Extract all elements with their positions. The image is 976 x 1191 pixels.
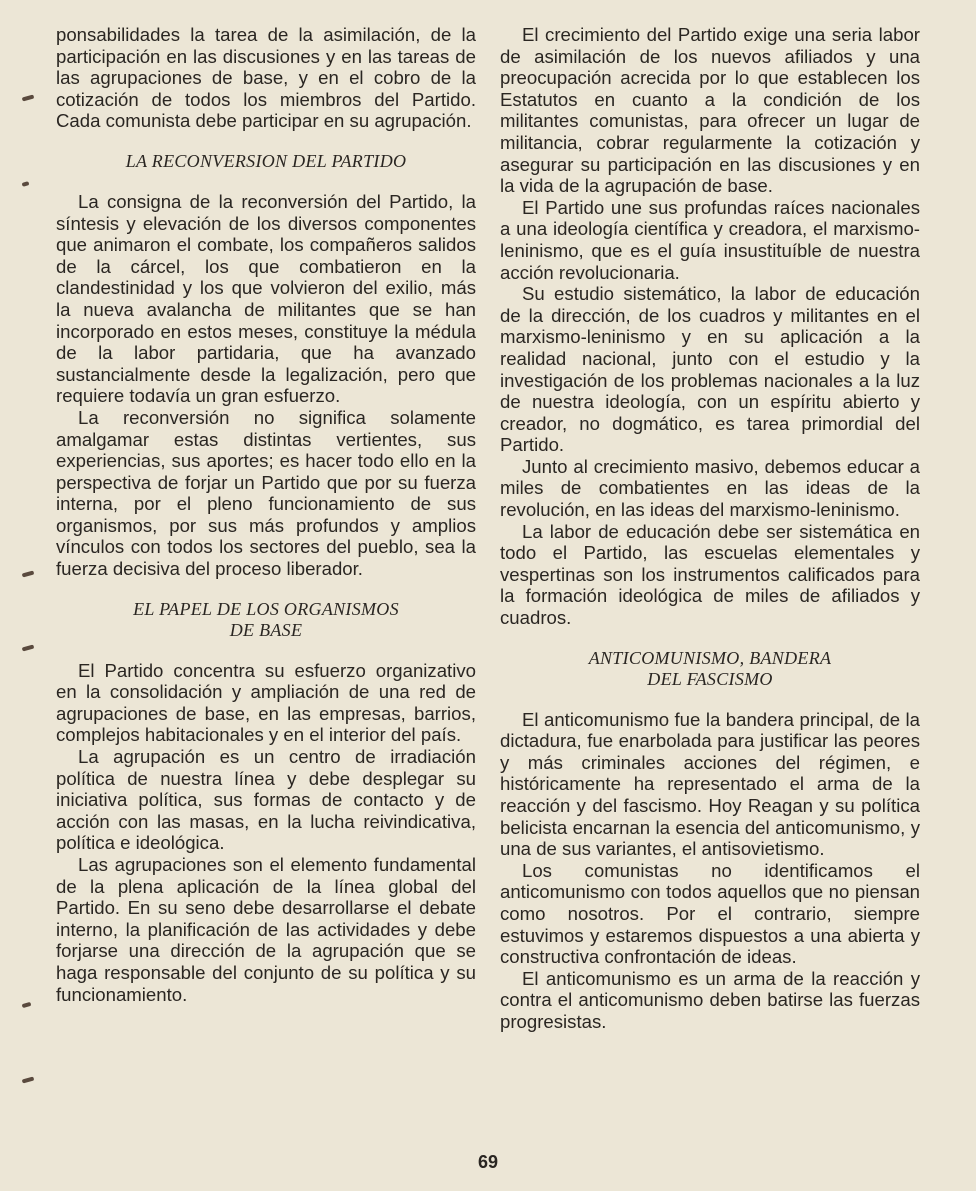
right-column: [500, 24, 920, 1033]
margin-mark: [22, 571, 35, 578]
margin-mark: [22, 1077, 35, 1084]
paragraph: La labor de educación debe ser sistemática en todo el Partido, las escuelas elementales y vespertinas son los instrumentos calificados para la formación ideológica de miles de afiliados y cuadros.: [500, 520, 920, 629]
left-column: [56, 24, 476, 1005]
paragraph: La agrupación es un centro de irradiación política de nuestra línea y debe desplegar su iniciativa política, sus formas de contacto y de acción con las masas, en la lucha reivindicativa, política e ideológica.: [56, 746, 476, 854]
paragraph: La consigna de la reconversión del Partido, la síntesis y elevación de los diversos componentes que animaron el combate, los compañeros salidos de la cárcel, los que combatieron en la clandestinidad y los que volvieron del exilio, más la nueva avalancha de militantes que se han incorporado en estos meses, constituye la médula de la labor partidaria, que ha avanzado sustancialmente desde la legalización, pero que requiere todavía un gran esfuerzo.: [56, 190, 476, 407]
section-heading: LA RECONVERSION DEL PARTIDO: [125, 150, 407, 171]
paragraph: ponsabilidades la tarea de la asimilación, de la participación en las discusiones y en las tareas de las agrupaciones de base, y en el cobro de la cotización de todos los miembros del Partido. Cada comunista debe participar en su agrupación.: [56, 24, 476, 132]
section-heading: ANTICOMUNISMO, BANDERA DEL FASCISMO: [588, 647, 832, 689]
paragraph: El Partido une sus profundas raíces nacionales a una ideología científica y creadora, el marxismo-leninismo, que es el guía insustituíble de nuestra acción revolucionaria.: [500, 196, 920, 283]
paragraph: La reconversión no significa solamente amalgamar estas distintas vertientes, sus experiencias, sus aportes; es hacer todo ello en la perspectiva de forjar un Partido que por su fuerza interna, por el pleno funcionamiento de sus organismos, por sus más profundos y amplios vínculos con todos los sectores del pueblo, sea la fuerza decisiva del proceso liberador.: [56, 406, 476, 580]
paragraph: El crecimiento del Partido exige una seria labor de asimilación de los nuevos afiliados y una preocupación acrecida por lo que establecen los Estatutos en cuanto a la condición de los militantes comunistas, para ofrecer un lugar de militancia, cobrar regularmente la cotización y asegurar su participación en las discusiones y en la vida de la agrupación de base.: [500, 24, 920, 197]
paragraph: Su estudio sistemático, la labor de educación de la dirección, de los cuadros y militantes en el marxismo-leninismo y en su aplicación a la realidad nacional, junto con el estudio y la investigación de los problemas nacionales a la luz de nuestra ideología, con un espíritu abierto y creador, no dogmático, es tarea primordial del Partido.: [500, 283, 920, 456]
paragraph: El anticomunismo fue la bandera principal, de la dictadura, fue enarbolada para justificar las peores y más criminales acciones del régimen, e históricamente ha representado el arma de la reacción y del fascismo. Hoy Reagan y su política belicista encarnan la esencia del anticomunismo, y una de sus variantes, el antisovietismo.: [500, 708, 920, 860]
paragraph: El anticomunismo es un arma de la reacción y contra el anticomunismo deben batirse las fuerzas progresistas.: [500, 967, 920, 1032]
margin-mark: [22, 645, 35, 652]
page-number: 69: [477, 1152, 499, 1172]
paragraph: Las agrupaciones son el elemento fundamental de la plena aplicación de la línea global del Partido. En su seno debe desarrollarse el debate interno, la planificación de las actividades y debe forjarse una dirección de la agrupación que se haga responsable del conjunto de su política y su funcionamiento.: [56, 854, 476, 1005]
section-heading: EL PAPEL DE LOS ORGANISMOS DE BASE: [133, 598, 399, 640]
margin-mark: [22, 1002, 32, 1008]
margin-mark: [22, 181, 30, 187]
paragraph: Junto al crecimiento masivo, debemos educar a miles de combatientes en las ideas de la revolución, en las ideas del marxismo-leninismo.: [500, 455, 920, 521]
margin-mark: [22, 95, 35, 102]
paragraph: El Partido concentra su esfuerzo organizativo en la consolidación y ampliación de una red de agrupaciones de base, en las empresas, barrios, complejos habitacionales y en el interior del país.: [56, 659, 476, 746]
paragraph: Los comunistas no identificamos el anticomunismo con todos aquellos que no piensan como nosotros. Por el contrario, siempre estuvimos y estaremos dispuestos a una abierta y constructiva confrontación de ideas.: [500, 859, 920, 968]
